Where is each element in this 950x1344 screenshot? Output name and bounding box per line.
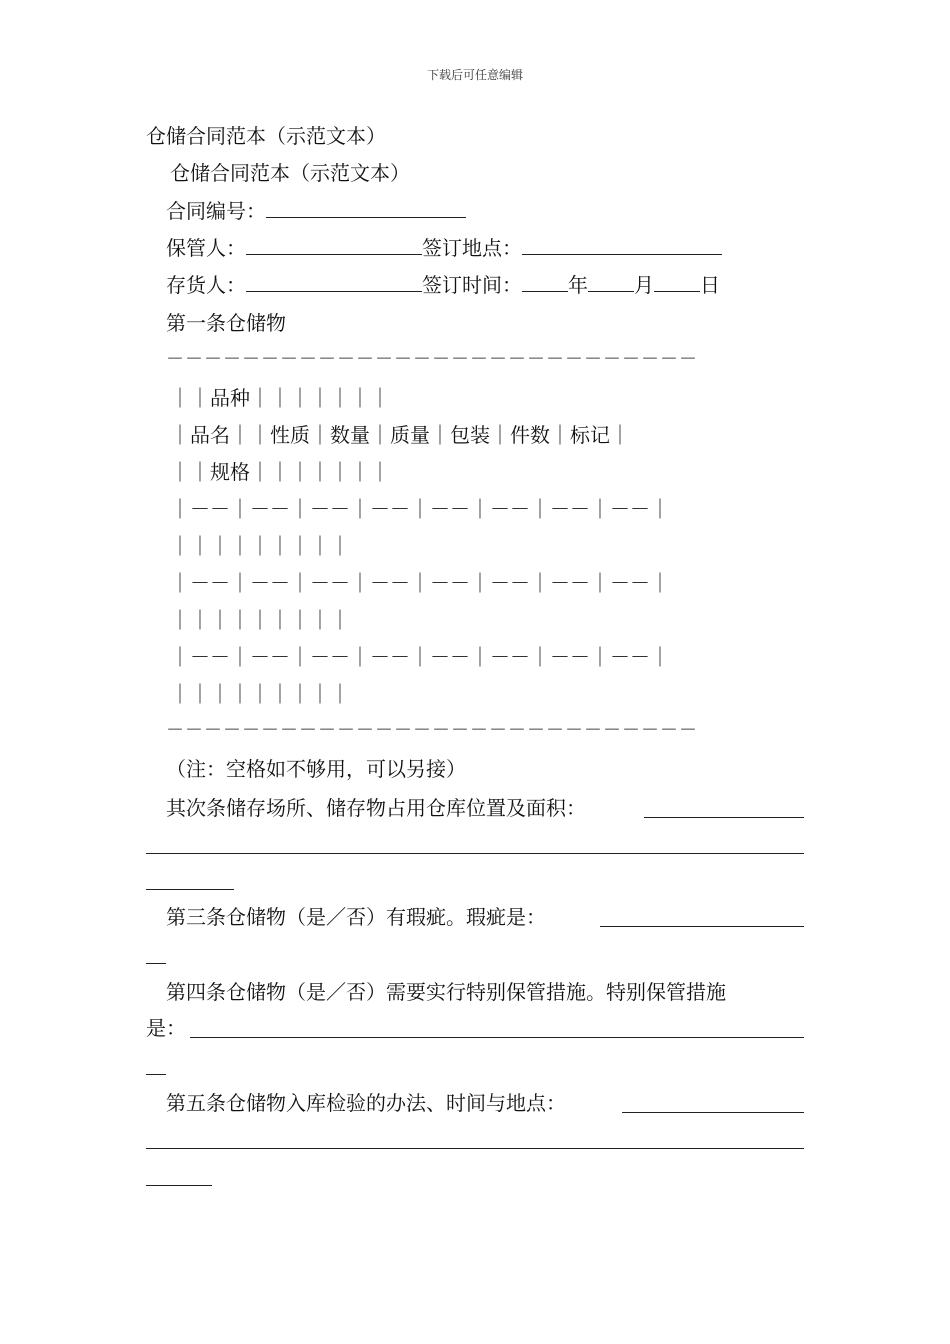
table-bottom-border: －－－－－－－－－－－－－－－－－－－－－－－－－－－－ (166, 720, 698, 741)
day-blank[interactable] (654, 271, 700, 292)
table-note: （注：空格如不够用，可以另接） (166, 757, 466, 781)
year-label: 年 (568, 273, 588, 297)
contract-no-row (166, 197, 466, 225)
article-3-blank-2[interactable] (146, 963, 166, 964)
document-title: 仓储合同范本（示范文本） (146, 124, 386, 148)
article-5-text: 第五条仓储物入库检验的办法、时间与地点： (166, 1091, 566, 1115)
depositor-label: 存货人： (166, 273, 246, 297)
article-4-text-cont: 是： (146, 1016, 186, 1040)
keeper-label: 保管人： (166, 236, 246, 260)
table-line: ｜－－｜－－｜－－｜－－｜－－｜－－｜－－｜－－｜ (170, 571, 670, 595)
sign-place-label: 签订地点： (422, 236, 522, 260)
article-5-blank-3[interactable] (146, 1185, 212, 1186)
sign-time-label: 签订时间： (422, 273, 522, 297)
table-line: ｜－－｜－－｜－－｜－－｜－－｜－－｜－－｜－－｜ (170, 645, 670, 669)
page-header: 下载后可任意编辑 (426, 68, 523, 82)
table-line: ｜品名｜｜性质｜数量｜质量｜包装｜件数｜标记｜ (170, 423, 630, 447)
depositor-row (166, 271, 720, 299)
keeper-blank[interactable] (246, 234, 422, 255)
document-subtitle: 仓储合同范本（示范文本） (170, 161, 410, 185)
month-label: 月 (634, 273, 654, 297)
table-line: ｜｜｜｜｜｜｜｜｜ (170, 534, 350, 558)
article-2-blank-3[interactable] (146, 889, 234, 890)
month-blank[interactable] (588, 271, 634, 292)
depositor-blank[interactable] (246, 271, 422, 292)
table-line: ｜｜规格｜｜｜｜｜｜｜ (170, 460, 390, 484)
article-4-blank-2[interactable] (146, 1074, 166, 1075)
contract-no-blank[interactable] (266, 197, 466, 218)
year-blank[interactable] (522, 271, 568, 292)
day-label: 日 (700, 273, 720, 297)
article-3-blank-1[interactable] (600, 926, 804, 927)
article-5-blank-1[interactable] (622, 1112, 804, 1113)
article-4-blank-1[interactable] (190, 1037, 804, 1038)
contract-no-label: 合同编号： (166, 199, 266, 223)
article-5-blank-2[interactable] (146, 1148, 804, 1149)
article-2-blank-1[interactable] (644, 817, 804, 818)
article-4-text: 第四条仓储物（是／否）需要实行特别保管措施。特别保管措施 (166, 980, 726, 1004)
article-3-text: 第三条仓储物（是／否）有瑕疵。瑕疵是： (166, 905, 546, 929)
article-2-text: 其次条储存场所、储存物占用仓库位置及面积： (166, 796, 586, 820)
article-1-heading: 第一条仓储物 (166, 311, 286, 335)
table-line: ｜－－｜－－｜－－｜－－｜－－｜－－｜－－｜－－｜ (170, 497, 670, 521)
article-2-blank-2[interactable] (146, 853, 804, 854)
table-line: ｜｜｜｜｜｜｜｜｜ (170, 608, 350, 632)
table-line: ｜｜｜｜｜｜｜｜｜ (170, 682, 350, 706)
sign-place-blank[interactable] (522, 234, 722, 255)
table-line: ｜｜品种｜｜｜｜｜｜｜ (170, 386, 390, 410)
keeper-row (166, 234, 722, 262)
table-top-border: －－－－－－－－－－－－－－－－－－－－－－－－－－－－ (166, 349, 698, 370)
